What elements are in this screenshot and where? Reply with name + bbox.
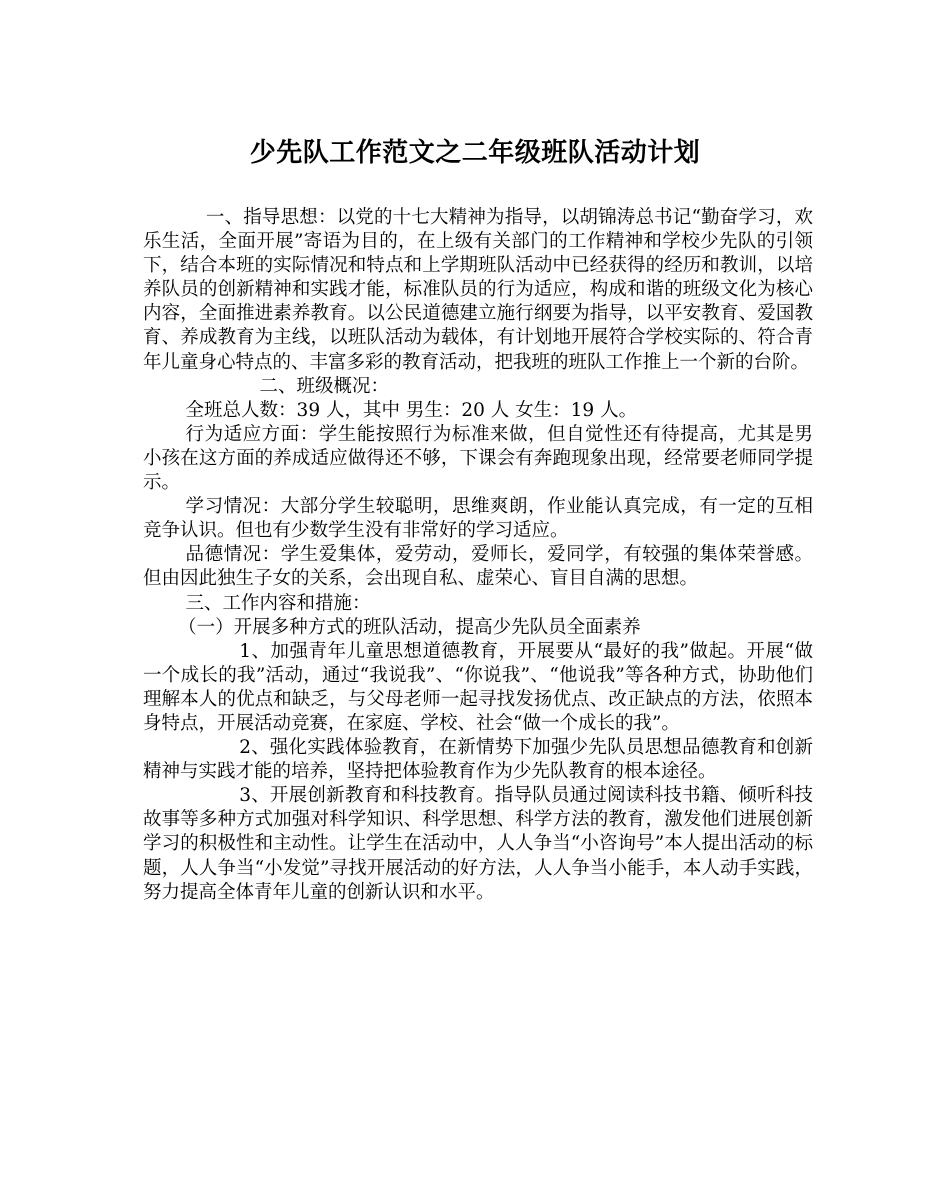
- paragraph-class-size: 全班总人数：39 人，其中 男生：20 人 女生：19 人。: [185, 399, 638, 421]
- paragraph-item-3: 3、开展创新教育和科技教育。指导队员通过阅读科技书籍、倾听科技故事等多种方式加强对科学知识、科学思想、科学方法的教育，激发他们进展创新学习的积极性和主动性。让学生在活动中，人人争当“小咨询号”本人提出活动的标题，人人争当“小发觉”寻找开展活动的好方法，人人争当小能手，本人动手实践，努力提高全体青年儿童的创新认识和水平。: [143, 785, 813, 903]
- paragraph-study-situation: 学习情况：大部分学生较聪明，思维爽朗，作业能认真完成，有一定的互相竞争认识。但也有少数学生没有非常好的学习适应。: [143, 496, 813, 542]
- paragraph-guiding-ideology: 一、指导思想：以党的十七大精神为指导，以胡锦涛总书记“勤奋学习，欢乐生活，全面开展”寄语为目的，在上级有关部门的工作精神和学校少先队的引领下，结合本班的实际情况和特点和上学期班队活动中已经获得的经历和教训，以培养队员的创新精神和实践才能，标准队员的行为适应，构成和谐的班级文化为核心内容，全面推进素养教育。以公民道德建立施行纲要为指导，以平安教育、爱国教育、养成教育为主线，以班队活动为载体，有计划地开展符合学校实际的、符合青年儿童身心特点的、丰富多彩的教育活动，把我班的班队工作推上一个新的台阶。: [143, 207, 813, 373]
- heading-work-content: 三、工作内容和措施：: [185, 592, 371, 614]
- paragraph-behavior-habits: 行为适应方面：学生能按照行为标准来做，但自觉性还有待提高，尤其是男小孩在这方面的养成适应做得还不够，下课会有奔跑现象出现，经常要老师同学提示。: [143, 423, 813, 494]
- heading-class-overview: 二、班级概况：: [259, 375, 390, 397]
- document-body: [143, 206, 813, 905]
- document-title: 少先队工作范文之二年级班队活动计划: [249, 138, 701, 168]
- heading-section-one: （一）开展多种方式的班队活动，提高少先队员全面素养: [178, 616, 641, 638]
- paragraph-item-1: 1、加强青年儿童思想道德教育，开展要从“最好的我”做起。开展“做一个成长的我”活动，通过“我说我”、“你说我”、“他说我”等各种方式，协助他们理解本人的优点和缺乏，与父母老师一起寻找发扬优点、改正缺点的方法，依照本身特点，开展活动竞赛，在家庭、学校、社会“做一个成长的我”。: [143, 640, 813, 734]
- paragraph-item-2: 2、强化实践体验教育，在新情势下加强少先队员思想品德教育和创新精神与实践才能的培养，坚持把体验教育作为少先队教育的根本途径。: [143, 737, 813, 783]
- paragraph-moral-situation: 品德情况：学生爱集体，爱劳动，爱师长，爱同学，有较强的集体荣誉感。但由因此独生子女的关系，会出现自私、虚荣心、盲目自满的思想。: [143, 544, 813, 590]
